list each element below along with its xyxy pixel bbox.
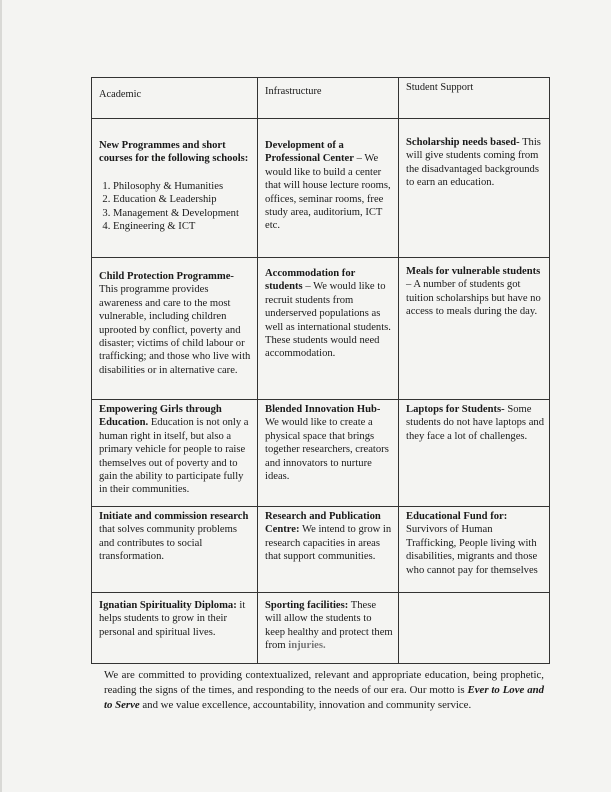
cell-title: Educational Fund for: xyxy=(406,511,508,522)
cell-support xyxy=(399,400,550,507)
cell-academic xyxy=(92,400,258,507)
cell-text: that solves community problems and contributes to social transformation. xyxy=(99,524,237,563)
cell-support xyxy=(399,258,550,400)
cell-title: Child Protection Programme- xyxy=(99,271,234,282)
cell-text: – We would like to recruit students from underserved populations as well as international students. These students would need accommodation. xyxy=(265,281,391,360)
closing-text-2: and we value excellence, accountability, innovation and community service. xyxy=(139,698,472,711)
cell-support xyxy=(399,507,550,593)
cell-title: Meals for vulnerable students xyxy=(406,266,541,277)
cell-text: – A number of students got tuition scholarships but have no access to meals during the day. xyxy=(406,279,541,318)
closing-paragraph xyxy=(104,668,544,713)
cell-academic xyxy=(92,593,258,664)
cell-title: Research and Publication Centre: xyxy=(265,511,381,536)
cell-academic xyxy=(92,507,258,593)
page-edge xyxy=(0,0,2,792)
cell-academic xyxy=(92,258,258,400)
cell-title: Development of a Professional Center xyxy=(265,140,354,165)
list-item: 4. Engineering & ICT xyxy=(113,220,252,233)
table-row xyxy=(92,258,550,400)
cell-support xyxy=(399,119,550,258)
cell-infrastructure xyxy=(258,593,399,664)
cell-text-faded: injuries. xyxy=(288,640,326,652)
header-infrastructure: Infrastructure xyxy=(258,78,399,119)
cell-text: These will allow the students to keep healthy and protect them from xyxy=(265,600,393,652)
table-row xyxy=(92,400,550,507)
header-academic: Academic xyxy=(92,78,258,119)
closing-text-1: We are committed to providing contextualized, relevant and appropriate education, being prophetic, reading the signs of the times, and responding to the needs of our era. Our motto is xyxy=(104,668,544,696)
cell-text: – We would like to build a center that will house lecture rooms, offices, seminar rooms, free study area, auditorium, ICT etc. xyxy=(265,153,391,232)
table-header-row xyxy=(92,78,550,119)
cell-infrastructure xyxy=(258,400,399,507)
cell-title: Laptops for Students- xyxy=(406,404,505,415)
schools-list xyxy=(99,180,252,234)
header-student-support: Student Support xyxy=(399,78,550,119)
cell-title: Ignatian Spirituality Diploma: xyxy=(99,600,237,611)
list-item: 1. Philosophy & Humanities xyxy=(113,180,252,193)
cell-infrastructure xyxy=(258,507,399,593)
cell-text: This will give students coming from the disadvantaged backgrounds to earn an education. xyxy=(406,137,541,189)
cell-title: Initiate and commission research xyxy=(99,511,249,522)
cell-title: Empowering Girls through Education. xyxy=(99,404,222,429)
cell-support-empty xyxy=(399,593,550,664)
cell-infrastructure xyxy=(258,119,399,258)
table-row xyxy=(92,119,550,258)
cell-title: Blended Innovation Hub- xyxy=(265,404,381,415)
cell-text: We intend to grow in research capacities in areas that support communities. xyxy=(265,524,392,563)
table-row xyxy=(92,593,550,664)
cell-text: Some students do not have laptops and they face a lot of challenges. xyxy=(406,404,544,442)
cell-text: This programme provides awareness and care to the most vulnerable, including children uprooted by conflict, poverty and disaster; victims of child labour or trafficking; and those who live with disabilities or in alternative care. xyxy=(99,284,251,376)
motto: Ever to Love and to Serve xyxy=(104,683,544,711)
cell-infrastructure xyxy=(258,258,399,400)
cell-title: New Programmes and short courses for the following schools: xyxy=(99,140,249,165)
cell-text: it helps students to grow in their personal and spiritual lives. xyxy=(99,600,246,638)
table-row xyxy=(92,507,550,593)
cell-title: Scholarship needs based- xyxy=(406,137,520,148)
cell-academic xyxy=(92,119,258,258)
cell-text: Education is not only a human right in itself, but also a primary vehicle for people to raise themselves out of poverty and to gain the ability to participate fully in their communities. xyxy=(99,417,249,496)
list-item: 2. Education & Leadership xyxy=(113,193,252,206)
priorities-table xyxy=(91,77,550,664)
cell-text: We would like to create a physical space that brings together researchers, creators and innovators to nurture ideas. xyxy=(265,417,389,483)
cell-title: Accommodation for students xyxy=(265,268,356,293)
list-item: 3. Management & Development xyxy=(113,207,252,220)
cell-text: Survivors of Human Trafficking, People living with disabilities, migrants and those who cannot pay for themselves xyxy=(406,524,538,576)
cell-title: Sporting facilities: xyxy=(265,600,349,611)
